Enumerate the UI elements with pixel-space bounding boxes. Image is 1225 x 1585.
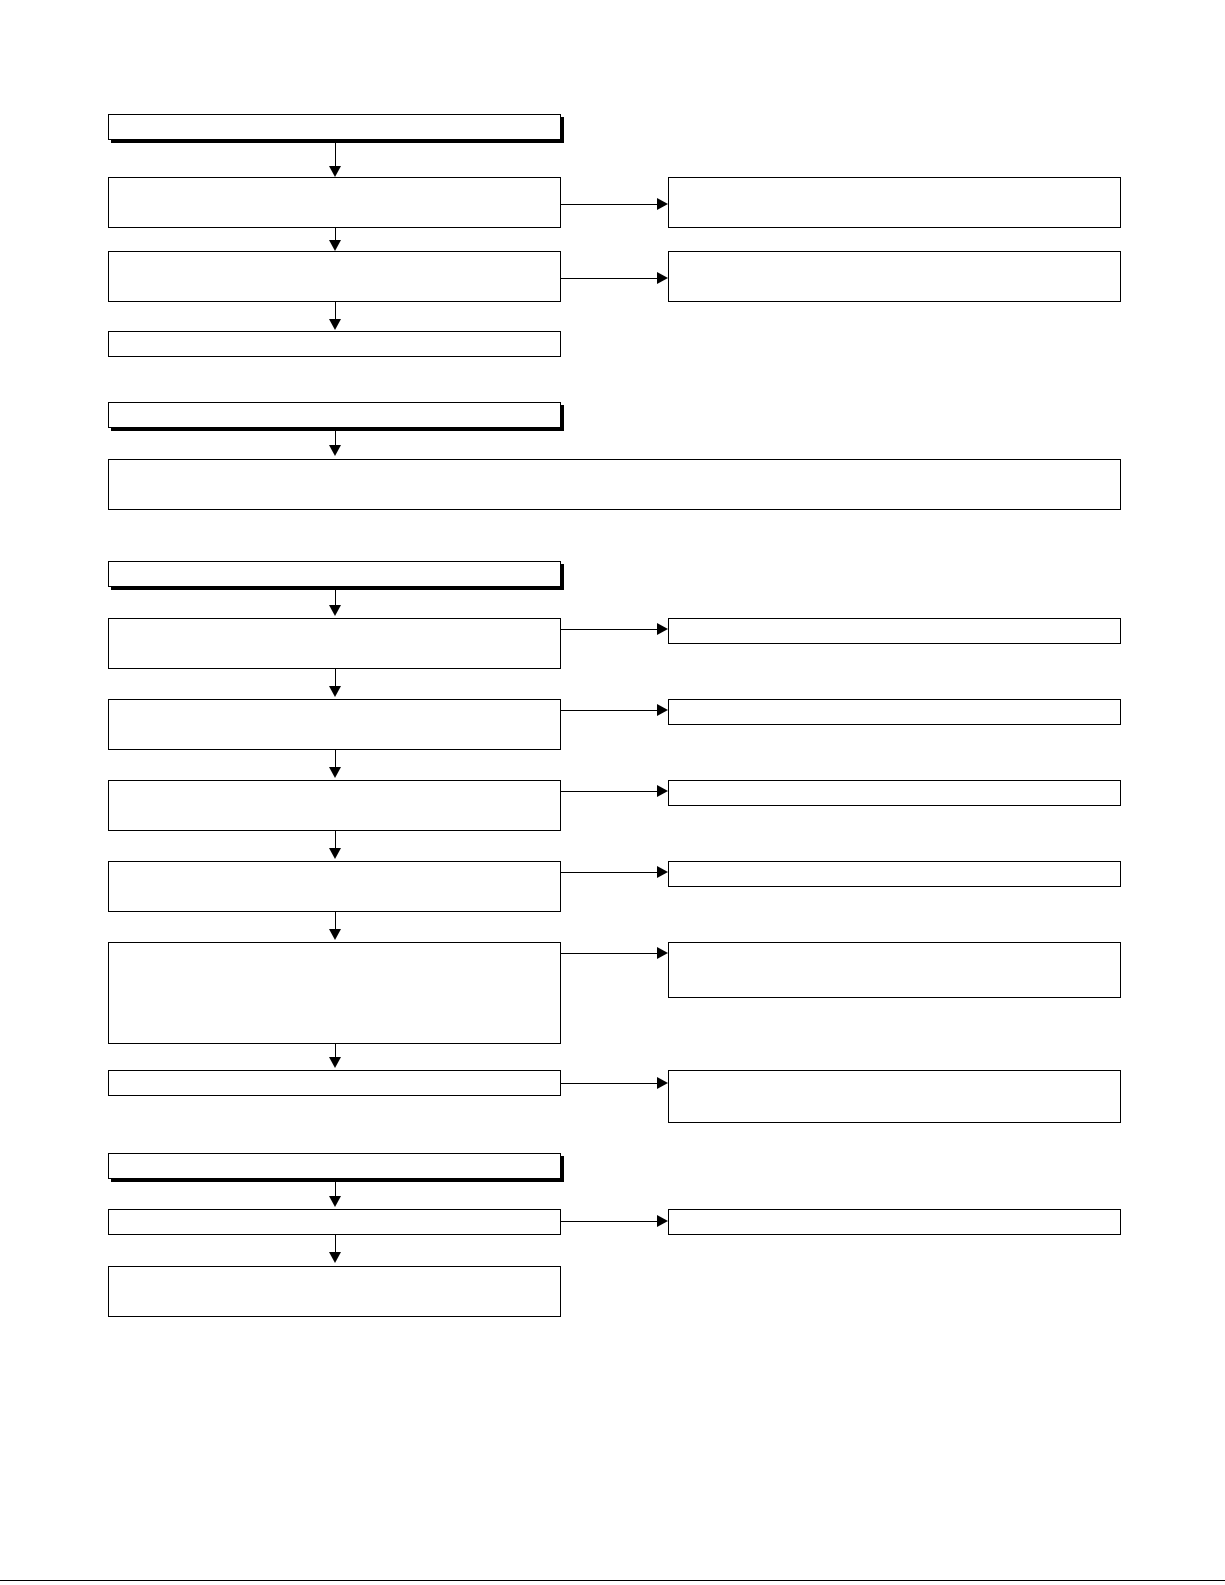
connector-s4-step1-to-step2 [335, 1235, 336, 1252]
connector-s1-step1-to-step2 [335, 228, 336, 240]
arrowhead-s1-step1 [329, 166, 341, 177]
arrowhead-s3-outcome2 [657, 704, 668, 716]
section-1-outcome-1 [668, 177, 1121, 228]
connector-s1-step1-to-outcome1 [561, 204, 657, 205]
connector-s3-hdr-to-step1 [335, 590, 336, 605]
arrowhead-s4-step1 [329, 1196, 341, 1207]
section-1-header [108, 114, 561, 140]
arrowhead-s4-step2 [329, 1252, 341, 1263]
page-bottom-rule [0, 1580, 1225, 1581]
connector-s3-step4-to-outcome4 [561, 872, 657, 873]
arrowhead-s1-outcome2 [657, 272, 668, 284]
connector-s3-step5-to-step6 [335, 1044, 336, 1057]
arrowhead-s3-step5 [329, 929, 341, 940]
section-3-outcome-6 [668, 1070, 1121, 1123]
section-4-step-2 [108, 1266, 561, 1317]
section-3-step-5 [108, 942, 561, 1044]
connector-s2-hdr-to-step1 [335, 431, 336, 445]
arrowhead-s3-step2 [329, 686, 341, 697]
section-3-outcome-3 [668, 780, 1121, 806]
section-2-header [108, 402, 561, 428]
connector-s4-step1-to-outcome1 [561, 1221, 657, 1222]
connector-s3-step5-to-outcome5 [561, 953, 657, 954]
connector-s1-hdr-to-step1 [335, 143, 336, 166]
section-2-step-1 [108, 459, 1121, 510]
section-3-outcome-4 [668, 861, 1121, 887]
connector-s3-step1-to-outcome1 [561, 629, 657, 630]
arrowhead-s3-outcome1 [657, 623, 668, 635]
arrowhead-s3-step1 [329, 605, 341, 616]
section-3-step-1 [108, 618, 561, 669]
connector-s3-step2-to-outcome2 [561, 710, 657, 711]
section-4-step-1 [108, 1209, 561, 1235]
arrowhead-s1-step2 [329, 240, 341, 251]
arrowhead-s3-step6 [329, 1057, 341, 1068]
section-3-step-4 [108, 861, 561, 912]
section-3-header [108, 561, 561, 587]
connector-s1-step2-to-step3 [335, 302, 336, 319]
arrowhead-s3-step4 [329, 848, 341, 859]
connector-s3-step1-to-step2 [335, 669, 336, 686]
section-3-step-2 [108, 699, 561, 750]
arrowhead-s3-outcome6 [657, 1077, 668, 1089]
section-3-outcome-5 [668, 942, 1121, 998]
section-1-step-1 [108, 177, 561, 228]
arrowhead-s3-step3 [329, 767, 341, 778]
connector-s4-hdr-to-step1 [335, 1182, 336, 1196]
connector-s1-step2-to-outcome2 [561, 278, 657, 279]
arrowhead-s1-outcome1 [657, 198, 668, 210]
section-4-header [108, 1153, 561, 1179]
arrowhead-s3-outcome5 [657, 947, 668, 959]
connector-s3-step4-to-step5 [335, 912, 336, 929]
section-1-step-2 [108, 251, 561, 302]
section-3-outcome-2 [668, 699, 1121, 725]
section-1-step-3 [108, 331, 561, 357]
arrowhead-s1-step3 [329, 319, 341, 330]
connector-s3-step3-to-outcome3 [561, 791, 657, 792]
connector-s3-step6-to-outcome6 [561, 1083, 657, 1084]
section-3-step-3 [108, 780, 561, 831]
arrowhead-s2-step1 [329, 445, 341, 456]
connector-s3-step3-to-step4 [335, 831, 336, 848]
section-4-outcome-1 [668, 1209, 1121, 1235]
connector-s3-step2-to-step3 [335, 750, 336, 767]
section-3-step-6 [108, 1070, 561, 1096]
section-1-outcome-2 [668, 251, 1121, 302]
arrowhead-s3-outcome4 [657, 866, 668, 878]
section-3-outcome-1 [668, 618, 1121, 644]
arrowhead-s4-outcome1 [657, 1215, 668, 1227]
arrowhead-s3-outcome3 [657, 785, 668, 797]
